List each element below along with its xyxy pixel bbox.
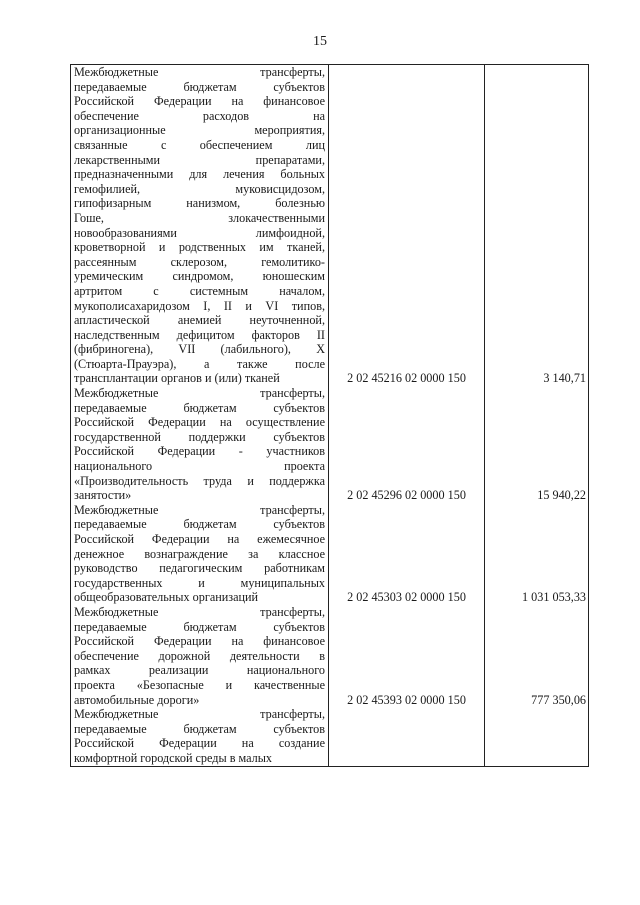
row-code: [329, 707, 485, 766]
description-line: передаваемые бюджетам субъектов: [74, 721, 325, 736]
row-description: [71, 707, 329, 766]
description-line: лекарственными препаратами,: [74, 152, 325, 167]
description-line: государственных и муниципальных: [74, 575, 325, 590]
table-row: [71, 503, 589, 605]
description-line: Гоше, злокачественными: [74, 210, 325, 225]
description-line: уремическим синдромом, юношеским: [74, 269, 325, 284]
description-line: национального проекта: [74, 459, 325, 474]
description-line: Межбюджетные трансферты,: [74, 604, 325, 619]
description-line: общеобразовательных организаций: [74, 590, 259, 605]
row-code: 2 02 45296 02 0000 150: [329, 386, 485, 503]
table-row: [71, 386, 589, 503]
description-line: передаваемые бюджетам субъектов: [74, 400, 325, 415]
description-line: Российской Федерации на ежемесячное: [74, 532, 325, 546]
description-line: комфортной городской среды в малых: [74, 750, 273, 765]
row-description: [71, 605, 329, 707]
description-line: апластической анемией неуточненной,: [74, 313, 325, 328]
description-line: гемофилией, муковисцидозом,: [74, 181, 325, 196]
description-line: Межбюджетные трансферты,: [74, 502, 325, 517]
page-number: 15: [313, 34, 327, 49]
description-line: Российской Федерации на финансовое: [74, 94, 325, 109]
row-amount: 777 350,06: [485, 605, 589, 707]
description-line: рамках реализации национального: [74, 663, 325, 678]
description-line: передаваемые бюджетам субъектов: [74, 79, 325, 94]
transfers-table: [70, 64, 589, 767]
description-line: рассеянным склерозом, гемолитико-: [74, 254, 325, 269]
description-line: кроветворной и родственных им тканей,: [74, 240, 325, 255]
description-line: трансплантации органов и (или) тканей: [74, 371, 280, 386]
description-line: гипофизарным нанизмом, болезнью: [74, 196, 325, 211]
description-line: артритом с системным началом,: [74, 283, 325, 298]
description-line: Межбюджетные трансферты,: [74, 707, 325, 722]
description-line: (Стюарта-Прауэра), а также после: [74, 356, 325, 371]
description-line: (фибриногена), VII (лабильного), X: [74, 342, 325, 357]
description-line: Межбюджетные трансферты,: [74, 65, 325, 79]
description-line: руководство педагогическим работникам: [74, 561, 325, 576]
row-description: [71, 65, 329, 387]
table-row: [71, 707, 589, 766]
table-row: [71, 65, 589, 387]
description-line: занятости»: [74, 488, 132, 503]
row-amount: 15 940,22: [485, 386, 589, 503]
description-line: Межбюджетные трансферты,: [74, 386, 325, 401]
description-line: обеспечение дорожной деятельности в: [74, 648, 325, 663]
row-amount: 3 140,71: [485, 65, 589, 387]
description-line: автомобильные дороги»: [74, 692, 200, 707]
row-amount: 1 031 053,33: [485, 503, 589, 605]
description-line: Российской Федерации на создание: [74, 736, 325, 751]
row-code: 2 02 45303 02 0000 150: [329, 503, 485, 605]
description-line: «Производительность труда и поддержка: [74, 473, 325, 488]
row-amount: [485, 707, 589, 766]
description-line: Российской Федерации на финансовое: [74, 634, 325, 649]
description-line: обеспечение расходов на: [74, 108, 325, 123]
table-row: [71, 605, 589, 707]
description-line: организационные мероприятия,: [74, 123, 325, 138]
description-line: проекта «Безопасные и качественные: [74, 677, 325, 692]
description-line: наследственным дефицитом факторов II: [74, 327, 325, 342]
description-line: новообразованиями лимфоидной,: [74, 225, 325, 240]
row-description: [71, 386, 329, 503]
description-line: государственной поддержки субъектов: [74, 429, 325, 444]
description-line: мукополисахаридозом I, II и VI типов,: [74, 298, 325, 313]
description-line: Российской Федерации - участников: [74, 444, 325, 459]
row-code: 2 02 45393 02 0000 150: [329, 605, 485, 707]
description-line: связанные с обеспечением лиц: [74, 137, 325, 152]
description-line: передаваемые бюджетам субъектов: [74, 619, 325, 634]
description-line: Российской Федерации на осуществление: [74, 415, 325, 430]
row-code: 2 02 45216 02 0000 150: [329, 65, 485, 387]
transfers-table-body: [71, 65, 589, 767]
description-line: предназначенными для лечения больных: [74, 167, 325, 182]
description-line: передаваемые бюджетам субъектов: [74, 517, 325, 532]
row-description: [71, 503, 329, 605]
description-line: денежное вознаграждение за классное: [74, 546, 325, 561]
